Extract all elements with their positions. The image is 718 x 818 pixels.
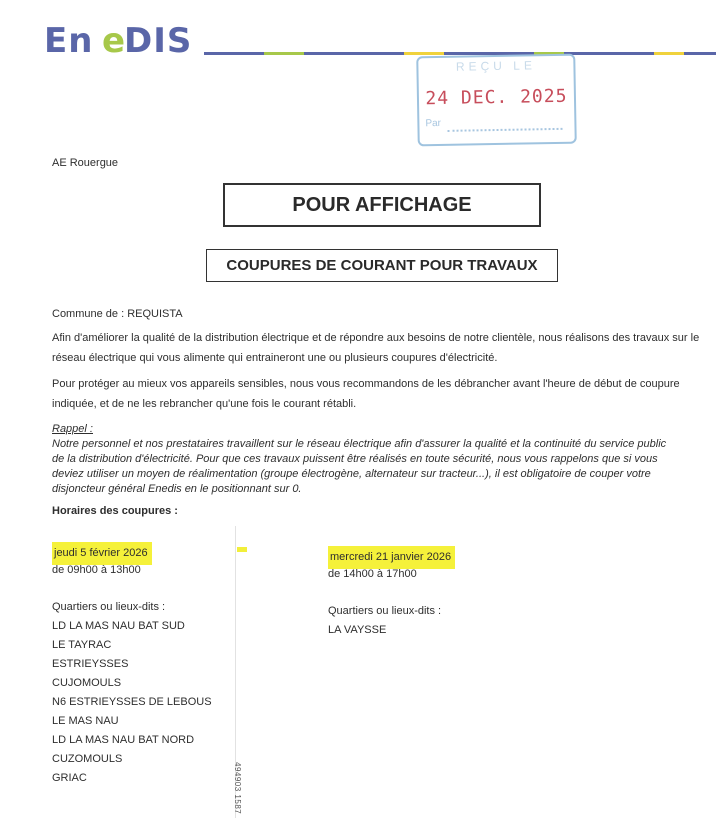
stamp-date: 24 DEC. 2025 — [425, 85, 568, 110]
coupure-date: jeudi 5 février 2026 — [52, 542, 152, 565]
page-title: POUR AFFICHAGE — [223, 183, 541, 227]
rappel-line: Notre personnel et nos prestataires travaillent sur le réseau électrique afin d'assurer la qualité et la continuité du service public — [52, 438, 667, 450]
document-code: 494903 1587 — [233, 762, 242, 815]
svg-text:En: En — [44, 24, 94, 56]
commune-line: Commune de : REQUISTA — [52, 308, 183, 320]
coupure-2-places — [328, 602, 441, 640]
coupure-2 — [328, 546, 455, 584]
sender-label: AE Rouergue — [52, 157, 119, 169]
list-item: ESTRIEYSSES — [52, 658, 129, 670]
logo-rule — [204, 52, 716, 55]
list-item: LD LA MAS NAU BAT NORD — [52, 734, 195, 746]
places-label: Quartiers ou lieux-dits : — [52, 601, 166, 613]
rappel-line: de la distribution d'électricité. Pour que ces travaux puissent être réalisés en toute sécurité, nous vous rappelons que si vous — [52, 453, 658, 465]
rappel-title: Rappel : — [52, 423, 93, 435]
highlight-mark — [237, 547, 247, 552]
rappel-block — [52, 422, 702, 497]
advice-paragraph: Pour protéger au mieux vos appareils sensibles, nous vous recommandons de les débrancher avant l'heure de début de coupure indiquée, et de ne les rebrancher qu'une fois le courant rétabli. — [52, 378, 680, 410]
list-item: CUJOMOULS — [52, 677, 122, 689]
coupure-1-places — [52, 598, 212, 788]
coupure-1 — [52, 542, 152, 580]
rappel-line: disjoncteur général Enedis en le positionnant sur 0. — [52, 483, 302, 495]
list-item: LA VAYSSE — [328, 624, 387, 636]
intro-paragraph: Afin d'améliorer la qualité de la distribution électrique et de répondre aux besoins de notre clientèle, nous réalisons des travaux sur le réseau électrique qui vous alimente qui entraineront une ou plusieurs coupures d'électricité. — [52, 332, 700, 364]
list-item: LE MAS NAU — [52, 715, 119, 727]
coupure-date: mercredi 21 janvier 2026 — [328, 546, 455, 569]
list-item: N6 ESTRIEYSSES DE LEBOUS — [52, 696, 212, 708]
list-item: CUZOMOULS — [52, 753, 123, 765]
stamp-footer-label: Par — [425, 117, 442, 130]
rappel-line: deviez utiliser un moyen de réalimentation (groupe électrogène, alternateur sur tracteur...), il est obligatoire de couper votre — [52, 468, 651, 480]
enedis-logo — [44, 24, 198, 62]
coupure-time: de 14h00 à 17h00 — [328, 568, 417, 580]
page-subtitle: COUPURES DE COURANT POUR TRAVAUX — [206, 249, 558, 282]
svg-text:DIS: DIS — [124, 24, 193, 56]
enedis-logo-mark — [44, 24, 198, 56]
list-item: LD LA MAS NAU BAT SUD — [52, 620, 185, 632]
places-label: Quartiers ou lieux-dits : — [328, 605, 442, 617]
list-item: LE TAYRAC — [52, 639, 112, 651]
coupure-time: de 09h00 à 13h00 — [52, 564, 141, 576]
stamp-header: REÇU LE — [455, 58, 537, 74]
received-stamp — [416, 54, 577, 147]
horaires-title: Horaires des coupures : — [52, 505, 178, 517]
list-item: GRIAC — [52, 772, 87, 784]
stamp-footer-line — [447, 118, 562, 132]
svg-text:e: e — [102, 24, 127, 56]
